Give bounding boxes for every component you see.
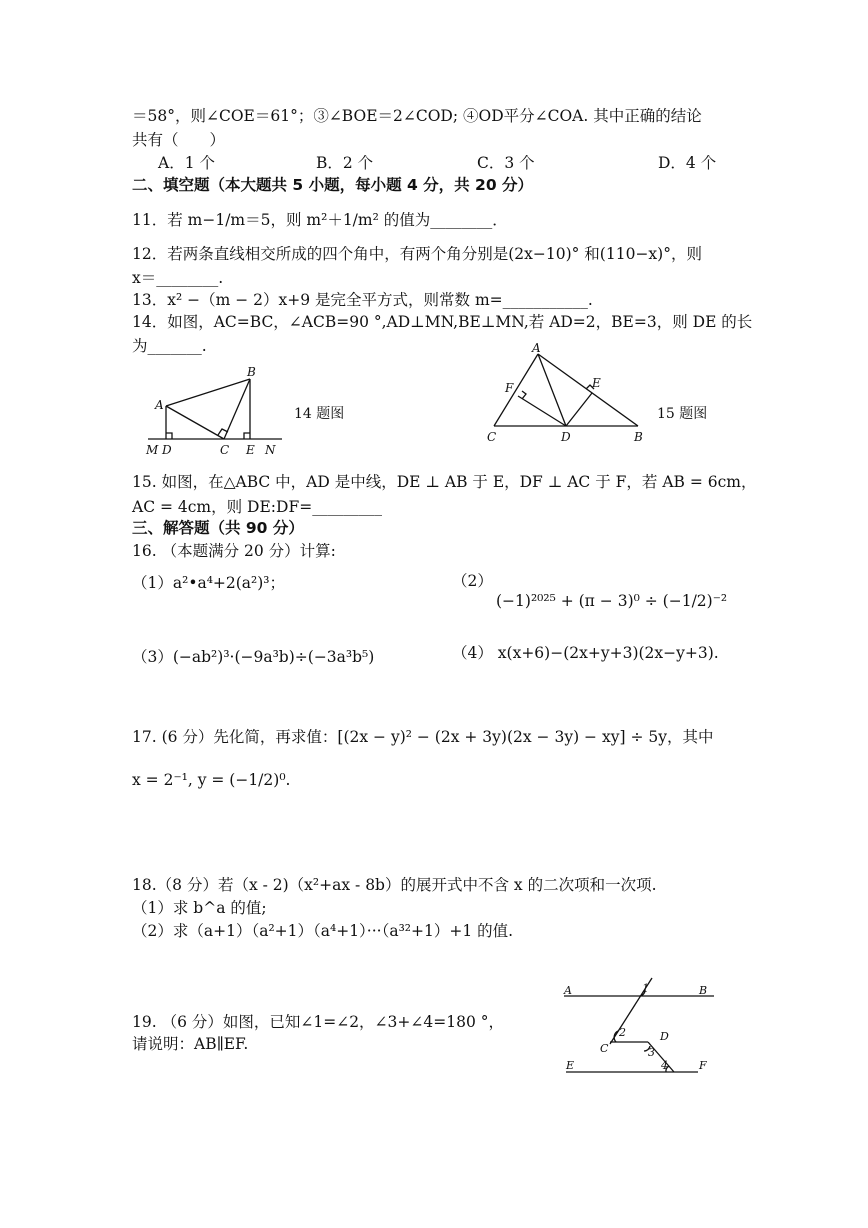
fig15-label-e: E	[592, 376, 601, 390]
fig14-label-a: A	[155, 398, 164, 412]
fig19-label-2: 2	[619, 1026, 626, 1039]
question-15-line2: AC = 4cm，则 DE:DF=_________	[132, 498, 382, 516]
question-16-3: （3）(−ab²)³·(−9a³b)÷(−3a³b⁵)	[132, 648, 375, 666]
question-13: 13．x² −（m − 2）x+9 是完全平方式，则常数 m=___________.	[132, 291, 593, 309]
figure-14-caption: 14 题图	[294, 406, 345, 422]
question-18: 18.（8 分）若（x - 2)（x²+ax - 8b）的展开式中不含 x 的二次项和一次项.	[132, 876, 657, 894]
fig14-label-c: C	[220, 443, 230, 457]
fig19-label-3: 3	[648, 1046, 655, 1059]
figure-15	[482, 342, 652, 448]
question-12-line1: 12．若两条直线相交所成的四个角中，有两个角分别是(2x−10)° 和(110−x)°，则	[132, 245, 702, 263]
q10-continued-line1: ＝58°，则∠COE＝61°；③∠BOE＝2∠COD; ④OD平分∠COA. 其中正确的结论	[132, 107, 702, 125]
fig19-label-1: 1	[642, 982, 649, 995]
question-18-1: （1）求 b^a 的值;	[132, 899, 267, 917]
question-19-line2: 请说明：AB∥EF.	[132, 1035, 249, 1053]
fig14-label-b: B	[247, 365, 256, 379]
question-19-line1: 19. （6 分）如图，已知∠1=∠2，∠3+∠4=180 °，	[132, 1013, 504, 1031]
section2-heading: 二、填空题（本大题共 5 小题，每小题 4 分，共 20 分）	[132, 176, 534, 194]
fig19-label-f: F	[699, 1059, 707, 1072]
question-17-line2: x = 2⁻¹, y = (−1/2)⁰.	[132, 771, 291, 789]
figure-19	[558, 972, 728, 1082]
q10-option-c: C．3 个	[477, 154, 535, 172]
fig15-label-f: F	[505, 381, 514, 395]
fig15-label-a: A	[532, 342, 541, 355]
question-14-line2: 为_______.	[132, 337, 207, 355]
figure-14	[140, 362, 290, 458]
fig14-label-m: M	[146, 443, 159, 457]
section3-heading: 三、解答题（共 90 分）	[132, 519, 304, 537]
fig15-label-d: D	[561, 430, 571, 444]
question-12-line2: x＝________.	[132, 269, 224, 287]
question-11: 11．若 m−1/m＝5，则 m²＋1/m² 的值为________．	[132, 211, 508, 229]
q10-option-b: B．2 个	[316, 154, 374, 172]
q10-continued-line2: 共有（ ）	[132, 131, 226, 149]
question-15-line1: 15. 如图，在△ABC 中，AD 是中线，DE ⊥ AB 于 E，DF ⊥ AC 于 F，若 AB = 6cm，	[132, 473, 757, 491]
fig14-label-n: N	[265, 443, 276, 457]
fig14-label-d: D	[162, 443, 172, 457]
fig19-label-e: E	[566, 1059, 575, 1072]
fig19-label-d: D	[660, 1030, 669, 1043]
fig19-label-4: 4	[661, 1059, 668, 1072]
question-16: 16. （本题满分 20 分）计算:	[132, 542, 336, 560]
question-16-2-label: （2）	[452, 572, 493, 590]
question-18-2: （2）求（a+1）（a²+1）（a⁴+1）···（a³²+1）+1 的值.	[132, 922, 514, 940]
question-16-4: （4） x(x+6)−(2x+y+3)(2x−y+3).	[452, 644, 719, 662]
fig19-label-b: B	[699, 984, 708, 997]
fig19-label-c: C	[600, 1042, 609, 1055]
fig15-label-b: B	[634, 430, 643, 444]
question-17-line1: 17. (6 分）先化简，再求值：[(2x − y)² − (2x + 3y)(2x − 3y) − xy] ÷ 5y，其中	[132, 728, 714, 746]
question-16-1: （1）a²•a⁴+2(a²)³；	[132, 574, 286, 592]
fig14-label-e: E	[246, 443, 255, 457]
figure-15-caption: 15 题图	[657, 406, 708, 422]
fig15-label-c: C	[487, 430, 497, 444]
q10-option-d: D．4 个	[658, 154, 717, 172]
fig19-label-a: A	[564, 984, 572, 997]
question-14-line1: 14．如图，AC=BC，∠ACB=90 °,AD⊥MN,BE⊥MN,若 AD=2，BE=3，则 DE 的长	[132, 313, 753, 331]
question-16-2: (−1)²⁰²⁵ + (π − 3)⁰ ÷ (−1/2)⁻²	[496, 592, 728, 610]
q10-option-a: A．1 个	[158, 154, 215, 172]
